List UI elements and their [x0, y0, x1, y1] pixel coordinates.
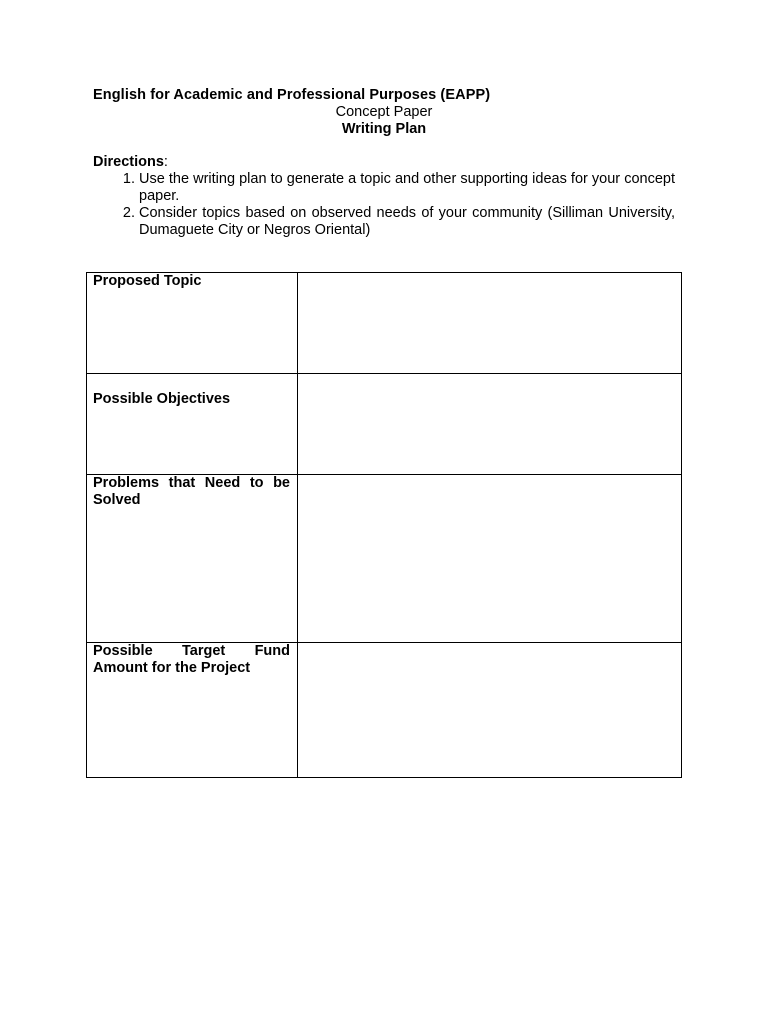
answer-cell-problems[interactable]	[298, 475, 682, 643]
row-label-cell	[87, 273, 298, 374]
table-row	[87, 273, 682, 374]
document-subtitle: Concept Paper	[335, 104, 433, 120]
directions-heading: Directions	[93, 154, 164, 170]
row-label-problems: Problems that Need to be Solved	[93, 475, 290, 508]
row-label-proposed-topic: Proposed Topic	[93, 273, 202, 289]
row-label-cell	[87, 374, 298, 475]
directions-item: 2. Consider topics based on observed needs of your community (Silliman University, Dumaguete City or Negros Oriental)	[139, 205, 675, 239]
table-row	[87, 475, 682, 643]
directions-item: 1. Use the writing plan to generate a topic and other supporting ideas for your concept paper.	[139, 171, 675, 205]
row-label-cell	[87, 475, 298, 643]
directions-list	[93, 171, 675, 239]
directions-section	[93, 154, 675, 239]
answer-cell-target-fund[interactable]	[298, 643, 682, 778]
row-label-target-fund: Possible Target Fund Amount for the Project	[93, 643, 290, 676]
table-row	[87, 374, 682, 475]
row-label-cell	[87, 643, 298, 778]
course-title: English for Academic and Professional Purposes (EAPP)	[93, 87, 491, 103]
writing-plan-table	[86, 272, 682, 778]
answer-cell-possible-objectives[interactable]	[298, 374, 682, 475]
answer-cell-proposed-topic[interactable]	[298, 273, 682, 374]
directions-heading-line: Directions:	[93, 154, 168, 170]
row-label-possible-objectives: Possible Objectives	[93, 391, 231, 407]
table-row	[87, 643, 682, 778]
document-title: Writing Plan	[341, 121, 427, 137]
